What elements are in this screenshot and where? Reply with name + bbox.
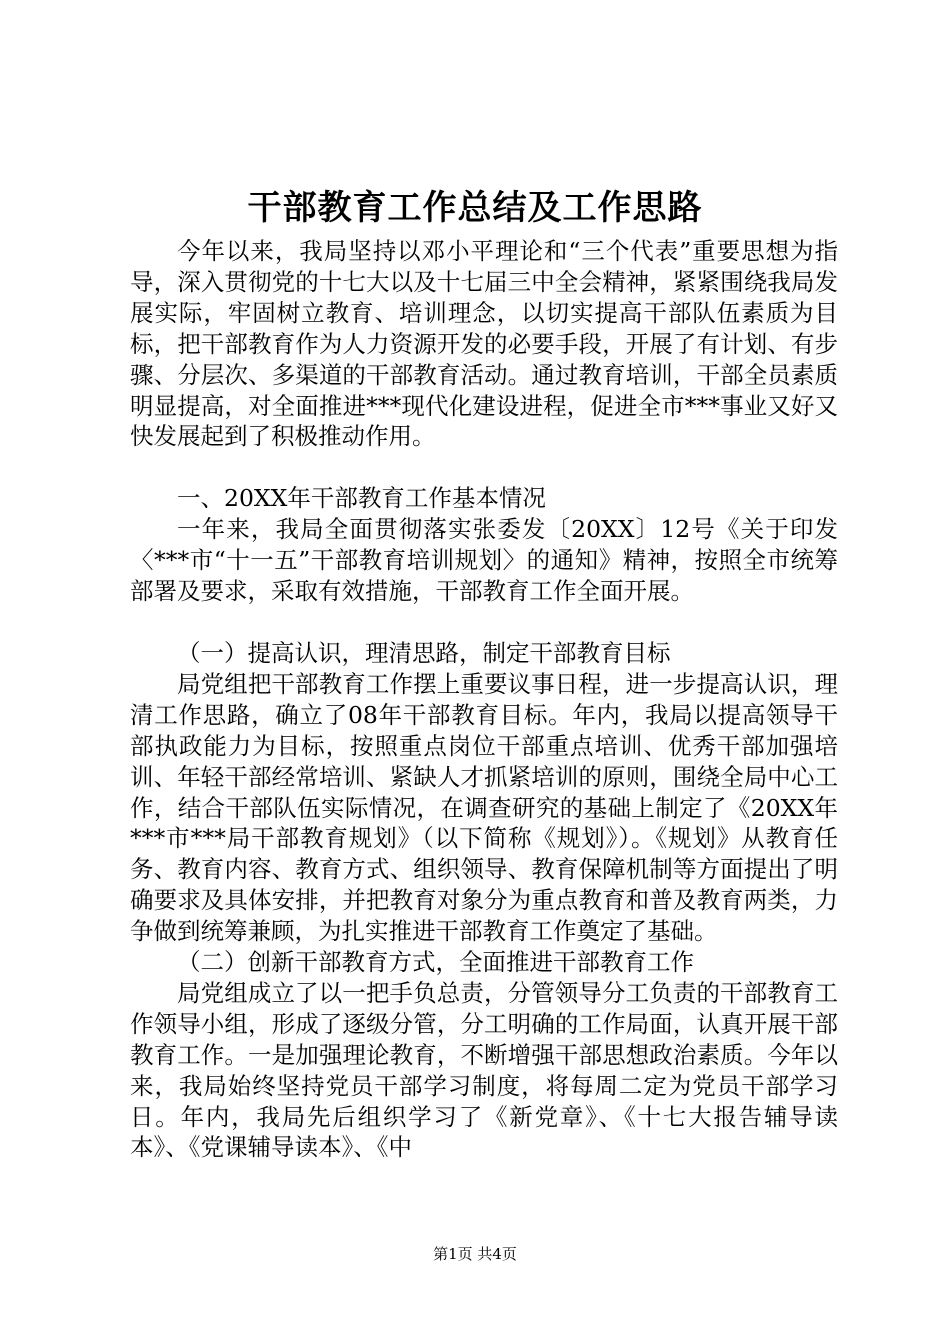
intro-paragraph: 今年以来，我局坚持以邓小平理论和“三个代表”重要思想为指导，深入贯彻党的十七大以及十七届三中全会精神，紧紧围绕我局发展实际，牢固树立教育、培训理念，以切实提高干部队伍素质为目标，把干部教育作为人力资源开发的必要手段，开展了有计划、有步骤、分层次、多渠道的干部教育活动。通过教育培训，干部全员素质明显提高，对全面推进***现代化建设进程，促进全市***事业又好又快发展起到了积极推动作用。 bbox=[130, 237, 838, 451]
subsection-2-paragraph: 局党组成立了以一把手负总责，分管领导分工负责的干部教育工作领导小组，形成了逐级分管，分工明确的工作局面，认真开展干部教育工作。一是加强理论教育，不断增强干部思想政治素质。今年以来，我局始终坚持党员干部学习制度，将每周二定为党员干部学习日。年内，我局先后组织学习了《新党章》、《十七大报告辅导读本》、《党课辅导读本》、《中 bbox=[130, 978, 838, 1162]
page-footer: 第1页 共4页 bbox=[433, 1245, 517, 1263]
subsection-heading-1: （一）提高认识，理清思路，制定干部教育目标 bbox=[177, 638, 671, 667]
paragraph-gap bbox=[130, 452, 838, 483]
document-body bbox=[130, 236, 838, 1163]
section-heading-1: 一、20XX年干部教育工作基本情况 bbox=[177, 484, 546, 513]
subsection-1-paragraph: 局党组把干部教育工作摆上重要议事日程，进一步提高认识，理清工作思路，确立了08年干部教育目标。年内，我局以提高领导干部执政能力为目标，按照重点岗位干部重点培训、优秀干部加强培训、年轻干部经常培训、紧缺人才抓紧培训的原则，围绕全局中心工作，结合干部队伍实际情况，在调查研究的基础上制定了《20XX年***市***局干部教育规划》（以下简称《规划》）。《规划》从教育任务、教育内容、教育方式、组织领导、教育保障机制等方面提出了明确要求及具体安排，并把教育对象分为重点教育和普及教育两类，力争做到统筹兼顾，为扎实推进干部教育工作奠定了基础。 bbox=[130, 669, 838, 946]
document-title: 干部教育工作总结及工作思路 bbox=[247, 188, 703, 228]
section-1-paragraph: 一年来，我局全面贯彻落实张委发〔20XX〕12号《关于印发〈***市“十一五”干部教育培训规划〉的通知》精神，按照全市统筹部署及要求，采取有效措施，干部教育工作全面开展。 bbox=[130, 515, 838, 606]
subsection-heading-2: （二）创新干部教育方式，全面推进干部教育工作 bbox=[177, 948, 694, 977]
paragraph-gap bbox=[130, 607, 838, 638]
